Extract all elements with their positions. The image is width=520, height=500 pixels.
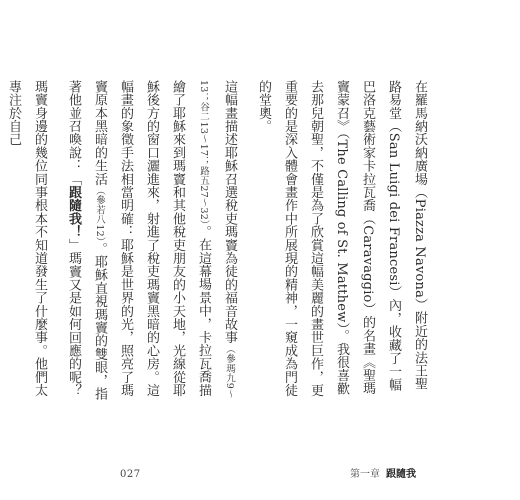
paragraph-1-text: 在羅馬納沃納廣場（Piazza Navona）附近的法王聖路易堂（San Luigi dei Francesi）內，收藏了一幅巴洛克藝術家卡拉瓦喬（Caravaggio）的名畫《聖瑪竇蒙召》（The Calling of St. Matthew）。我很喜歡去那兒朝聖，不僅是為了欣賞這幅美麗的畫世巨作，更重要的是深入體會畫作中所展現的精神，一窺成為門徒的堂奧。 — [256, 80, 427, 397]
page-number: 027 — [120, 469, 141, 480]
paragraph-3-text: 瑪竇身邊的幾位同事根本不知道發生了什麼事。他們太專注於自己 — [6, 80, 47, 397]
body-text — [0, 80, 432, 402]
chapter-number: 第一章 — [350, 469, 380, 480]
paragraph-2-text-a: 這幅畫描述耶穌召選稅吏瑪竇為徒的福音故事 — [222, 80, 237, 344]
paragraph-2-text-c: 。耶穌直視瑪竇的雙眼，指著他並召喚說：「 — [66, 80, 107, 401]
paragraph-2-text-b: 。在這幕場景中，卡拉瓦喬描繪了耶穌來到瑪竇和其他稅吏朋友的小天地，光線從耶穌後方的窗口灑進來，射進了稅吏瑪竇黑暗的心房。這幅畫的象徵手法相當明確：耶穌是世界的光，照亮了瑪竇原本黑暗的生活 — [92, 80, 211, 397]
scripture-reference: （參若八12） — [94, 185, 105, 242]
quote-follow-me: 跟隨我！ — [66, 185, 81, 239]
paragraph-2 — [60, 80, 242, 402]
paragraph-2-text-d: 」瑪竇又是如何回應的呢？ — [66, 238, 81, 397]
chapter-title: 跟隨我 — [386, 469, 416, 480]
running-header — [350, 465, 416, 480]
paragraph-3 — [0, 80, 52, 402]
paragraph-1 — [250, 80, 432, 402]
scripture-reference: （參瑪九9～13；谷二13～17；路五27～32） — [198, 80, 235, 399]
